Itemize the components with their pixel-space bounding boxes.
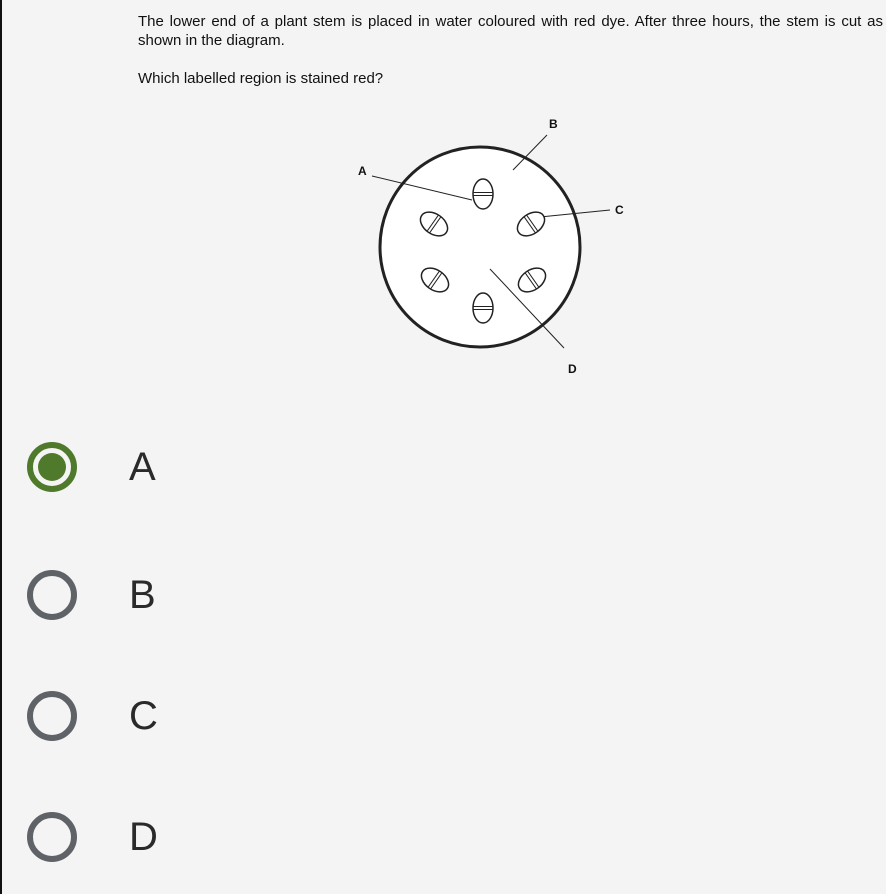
- vascular-bundle-top: [473, 179, 493, 209]
- question-prompt: Which labelled region is stained red?: [138, 70, 384, 87]
- option-c-label: C: [129, 694, 158, 738]
- radio-unselected-icon[interactable]: [27, 812, 77, 862]
- diagram-label-c: C: [615, 203, 624, 217]
- option-c[interactable]: [27, 691, 158, 741]
- option-a[interactable]: [27, 442, 156, 492]
- diagram-label-a: A: [358, 164, 367, 178]
- question-stem: The lower end of a plant stem is placed in water coloured with red dye. After three hours, the stem is cut as shown in the diagram.: [138, 13, 883, 49]
- option-a-label: A: [129, 445, 156, 489]
- diagram-label-d: D: [568, 362, 577, 376]
- vascular-bundle-bottom: [473, 293, 493, 323]
- option-b-label: B: [129, 573, 156, 617]
- question-block: [138, 12, 883, 88]
- radio-unselected-icon[interactable]: [27, 691, 77, 741]
- diagram-label-b: B: [549, 117, 558, 131]
- radio-selected-icon[interactable]: [27, 442, 77, 492]
- stem-cross-section-diagram: [340, 108, 640, 378]
- left-border: [0, 0, 2, 894]
- option-d[interactable]: [27, 812, 158, 862]
- radio-unselected-icon[interactable]: [27, 570, 77, 620]
- option-d-label: D: [129, 815, 158, 859]
- option-b[interactable]: [27, 570, 156, 620]
